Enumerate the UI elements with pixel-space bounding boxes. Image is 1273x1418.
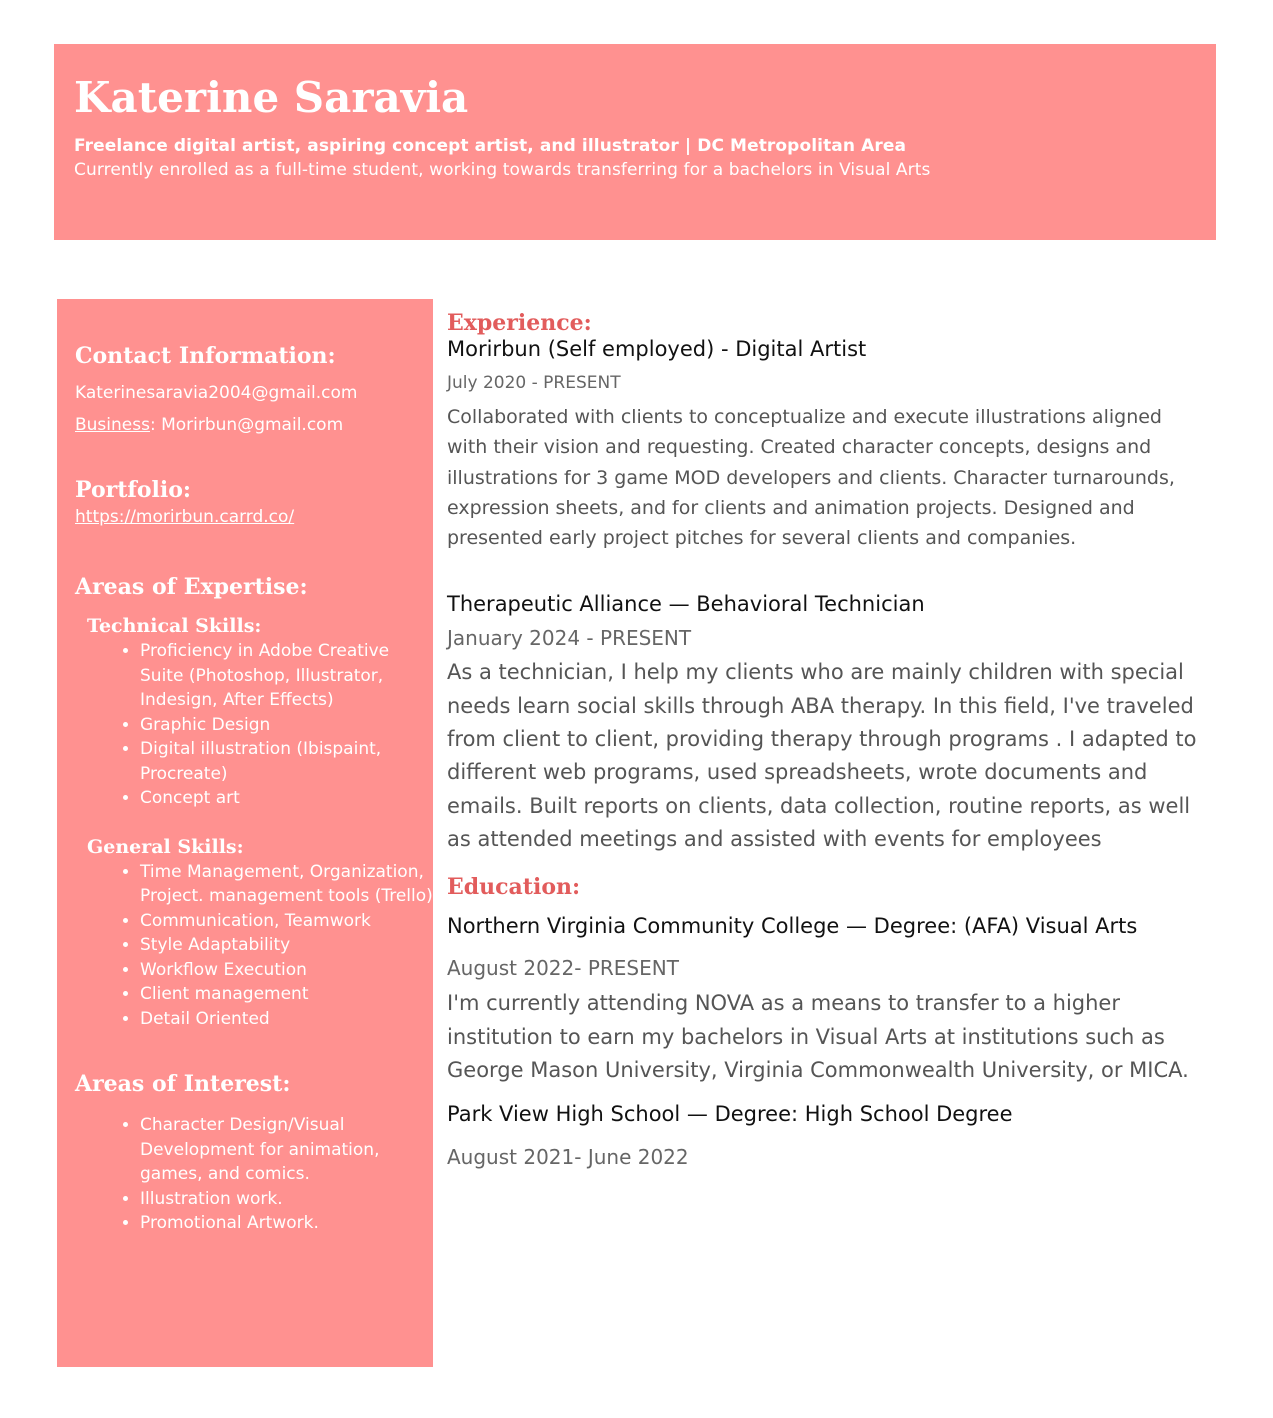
list-item: • Communication, Teamwork [140,909,433,934]
school-description: I'm currently attending NOVA as a means to transfer to a higher institution to earn my bachelors in Visual Arts at institutions such as George Mason University, Virginia Commonwealth University, or MICA. [447,991,1189,1082]
business-label: Business [75,415,150,435]
general-skills-title: General Skills: [87,835,244,858]
contact-title: Contact Information: [75,343,336,369]
list-item: • Style Adaptability [140,933,433,958]
school-title: Park View High School — Degree: High School Degree [447,1102,1013,1127]
job-title: Therapeutic Alliance — Behavioral Technician [447,592,925,617]
interest-list [75,1113,433,1236]
job-description: Collaborated with clients to conceptualize and execute illustrations aligned with their vision and requesting. Created character concepts, designs and illustrations for 3 game MOD developers and clients. Character turnarounds, expression sheets, and for clients and animation projects. Designed and presented early project pitches for several clients and companies. [447,406,1175,550]
job-date: July 2020 - PRESENT [447,373,621,393]
list-item: • Illustration work. [140,1187,433,1212]
school-entry [447,910,1197,1087]
expertise-title: Areas of Expertise: [75,574,308,600]
list-item: • Graphic Design [140,713,433,738]
interest-title: Areas of Interest: [75,1071,291,1097]
contact-email[interactable]: Katerinesaravia2004@gmail.com [75,383,358,403]
school-date: August 2022- PRESENT [447,956,679,981]
job-title: Morirbun (Self employed) - Digital Artist [447,337,867,361]
portfolio-title: Portfolio: [75,477,192,503]
sidebar [57,299,433,1367]
job-date: January 2024 - PRESENT [447,626,692,651]
job-entry [447,334,1197,553]
list-item: • Detail Oriented [140,1007,433,1032]
school-date: August 2021- June 2022 [447,1145,689,1170]
list-item: • Client management [140,982,433,1007]
technical-skills-list [75,639,433,811]
list-item: • Proficiency in Adobe Creative Suite (Photoshop, Illustrator, Indesign, After Effects) [140,639,433,713]
resume-name: Katerine Saravia [74,73,469,122]
experience-title: Experience: [447,310,592,336]
technical-skills-title: Technical Skills: [87,615,262,637]
resume-tagline: Freelance digital artist, aspiring concept artist, and illustrator | DC Metropolitan Area [74,136,907,156]
education-title: Education: [447,874,581,901]
resume-enrollment: Currently enrolled as a full-time student, working towards transferring for a bachelors in Visual Arts [74,160,931,180]
general-skills-list [75,860,433,1032]
school-entry [447,1099,1197,1173]
school-title: Northern Virginia Community College — Degree: (AFA) Visual Arts [447,914,1138,939]
job-entry [447,589,1197,856]
main-content [447,308,1197,1173]
list-item: • Promotional Artwork. [140,1211,433,1236]
job-description: As a technician, I help my clients who are mainly children with special needs learn social skills through ABA therapy. In this field, I've traveled from client to client, providing therapy through programs . I adapted to different web programs, used spreadsheets, wrote documents and emails. Built reports on clients, data collection, routine reports, as well as attended meetings and assisted with events for employees [447,660,1197,851]
portfolio-link[interactable]: https://morirbun.carrd.co/ [75,507,295,527]
list-item: • Time Management, Organization, Project. management tools (Trello) [140,860,433,909]
resume-header [54,44,1216,240]
list-item: • Concept art [140,786,433,811]
business-email[interactable]: : Morirbun@gmail.com [149,415,344,435]
contact-business [75,409,433,441]
list-item: • Digital illustration (Ibispaint, Procreate) [140,737,433,786]
list-item: • Character Design/Visual Development for animation, games, and comics. [140,1113,433,1187]
list-item: • Workflow Execution [140,958,433,983]
